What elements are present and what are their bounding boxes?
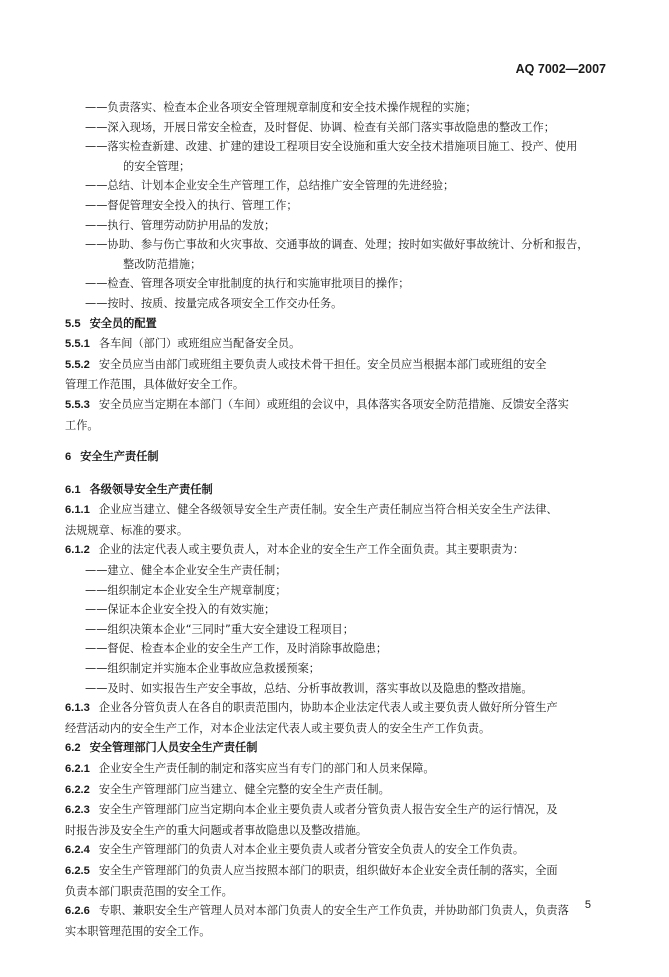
clause-6-2-4: 6.2.4 安全生产管理部门的负责人对本企业主要负责人或者分管安全负责人的安全工作负责。	[65, 843, 525, 857]
list-item: ——深入现场，开展日常安全检查，及时督促、协调、检查有关部门落实事故隐患的整改工作；	[85, 120, 555, 134]
list-item-continuation: 的安全管理；	[123, 159, 191, 173]
list-item: ——负责落实、检查本企业各项安全管理规章制度和安全技术操作规程的实施；	[85, 101, 477, 114]
section-heading-6-2: 6.2 安全管理部门人员安全生产责任制	[65, 741, 258, 755]
list-item: ——落实检查新建、改建、扩建的建设工程项目安全设施和重大安全技术措施项目施工、投产、使用	[85, 140, 578, 154]
clause-6-1-1-continuation: 法规规章、标准的要求。	[65, 523, 189, 537]
list-item: ——组织制定本企业安全生产规章制度；	[85, 583, 287, 597]
clause-6-1-3-continuation: 经营活动内的安全生产工作，对本企业法定代表人或主要负责人的安全生产工作负责。	[65, 721, 491, 735]
list-item: ——按时、按质、按量完成各项安全工作交办任务。	[85, 296, 343, 310]
list-item: ——检查、管理各项安全审批制度的执行和实施审批项目的操作；	[85, 277, 410, 291]
clause-6-2-3: 6.2.3 安全生产管理部门应当定期向本企业主要负责人或者分管负责人报告安全生产的运行情况，及	[65, 803, 558, 817]
list-item: ——协助、参与伤亡事故和火灾事故、交通事故的调查、处理；按时如实做好事故统计、分析和报告，	[85, 238, 589, 252]
chapter-heading-6: 6 安全生产责任制	[65, 450, 159, 464]
document-body	[65, 98, 611, 941]
clause-6-1-2: 6.1.2 企业的法定代表人或主要负责人，对本企业的安全生产工作全面负责。其主要职责为：	[65, 543, 525, 557]
clause-6-2-1: 6.2.1 企业安全生产责任制的制定和落实应当有专门的部门和人员来保障。	[65, 762, 435, 775]
section-heading-6-1: 6.1 各级领导安全生产责任制	[65, 482, 213, 496]
list-item: ——督促管理安全投入的执行、管理工作；	[85, 198, 298, 212]
section-heading-5-5: 5.5 安全员的配置	[65, 316, 157, 330]
clause-6-2-5-continuation: 负责本部门职责范围的安全工作。	[65, 884, 233, 898]
clause-5-5-2-continuation: 管理工作范围，具体做好安全工作。	[65, 378, 245, 392]
list-item-continuation: 整改防范措施；	[123, 257, 202, 271]
list-item: ——总结、计划本企业安全生产管理工作，总结推广安全管理的先进经验；	[85, 179, 455, 193]
clause-5-5-2: 5.5.2 安全员应当由部门或班组主要负责人或技术骨干担任。安全员应当根据本部门或班组的安全	[65, 357, 547, 371]
clause-6-2-6-continuation: 实本职管理范围的安全工作。	[65, 924, 211, 938]
document-code: AQ 7002—2007	[515, 62, 606, 76]
clause-5-5-3-continuation: 工作。	[65, 418, 99, 432]
clause-5-5-1: 5.5.1 各车间（部门）或班组应当配备安全员。	[65, 337, 301, 351]
list-item: ——及时、如实报告生产安全事故，总结、分析事故教训，落实事故以及隐患的整改措施。	[85, 681, 533, 695]
clause-6-2-5: 6.2.5 安全生产管理部门的负责人应当按照本部门的职责，组织做好本企业安全责任制的落实，全面	[65, 863, 558, 877]
page-number: 5	[584, 899, 591, 911]
list-item: ——建立、健全本企业安全生产责任制；	[85, 564, 287, 578]
clause-6-1-3: 6.1.3 企业各分管负责人在各自的职责范围内，协助本企业法定代表人或主要负责人做好所分管生产	[65, 701, 558, 715]
list-item: ——组织决策本企业“三同时”重大安全建设工程项目；	[85, 622, 354, 636]
clause-6-2-6: 6.2.6 专职、兼职安全生产管理人员对本部门负责人的安全生产工作负责，并协助部门负责人，负责落	[65, 904, 569, 918]
clause-6-1-1: 6.1.1 企业应当建立、健全各级领导安全生产责任制。安全生产责任制应当符合相关安全生产法律、	[65, 503, 558, 517]
list-item: ——执行、管理劳动防护用品的发放；	[85, 218, 276, 232]
clause-6-2-2: 6.2.2 安全生产管理部门应当建立、健全完整的安全生产责任制。	[65, 782, 390, 796]
clause-5-5-3: 5.5.3 安全员应当定期在本部门（车间）或班组的会议中，具体落实各项安全防范措施、反馈安全落实	[65, 397, 569, 411]
list-item: ——保证本企业安全投入的有效实施；	[85, 603, 276, 617]
list-item: ——组织制定并实施本企业事故应急救援预案；	[85, 662, 320, 676]
list-item: ——督促、检查本企业的安全生产工作，及时消除事故隐患；	[85, 642, 388, 656]
clause-6-2-3-continuation: 时报告涉及安全生产的重大问题或者事故隐患以及整改措施。	[65, 823, 368, 837]
